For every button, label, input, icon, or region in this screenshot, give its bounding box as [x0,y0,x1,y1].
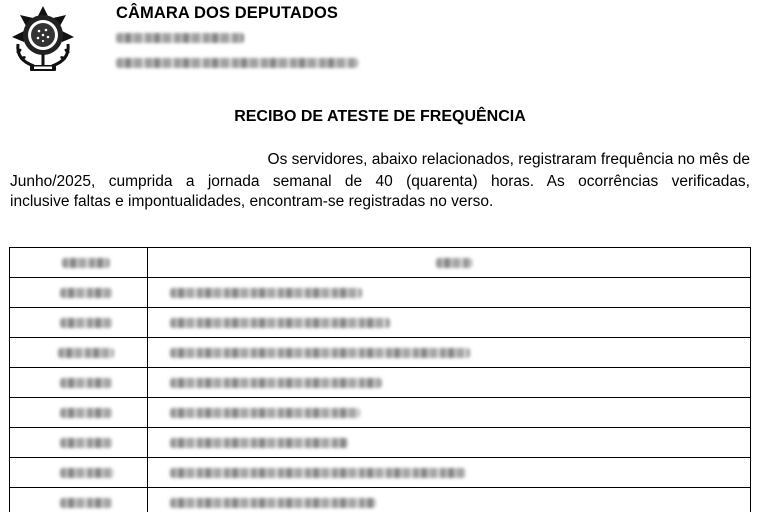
redacted-cell [10,398,148,428]
staff-table [9,247,751,512]
table-row [10,278,751,308]
redacted-cell [148,308,751,338]
redacted-cell [148,368,751,398]
redacted-column-header [10,248,148,278]
redacted-cell [148,338,751,368]
table-row [10,368,751,398]
paragraph-line: inclusive faltas e impontualidades, encontram-se registradas no verso. [10,193,494,210]
table-row [10,398,751,428]
redacted-cell [10,278,148,308]
redacted-cell [148,458,751,488]
table-row [10,458,751,488]
paragraph-line: Junho/2025, cumprida a jornada semanal de 40 (quarenta) horas. As ocorrências verificadas, [10,173,750,190]
redacted-header-line [116,58,358,68]
redacted-cell [148,428,751,458]
table-row [10,428,751,458]
redacted-header-line [116,33,244,43]
redacted-column-header [148,248,751,278]
redacted-cell [148,278,751,308]
redacted-cell [10,428,148,458]
paragraph-line: Os servidores, abaixo relacionados, registraram frequência no mês de [267,151,750,168]
brazil-coat-of-arms-icon [10,4,76,74]
table-header-row [10,248,751,278]
document-title: RECIBO DE ATESTE DE FREQUÊNCIA [234,108,526,125]
redacted-cell [148,398,751,428]
redacted-cell [10,458,148,488]
redacted-cell [10,338,148,368]
redacted-cell [10,368,148,398]
table-row [10,338,751,368]
organization-name: CÂMARA DOS DEPUTADOS [116,4,339,22]
redacted-cell [10,488,148,512]
redacted-cell [10,308,148,338]
table-row [10,488,751,512]
redacted-cell [148,488,751,512]
table-row [10,308,751,338]
